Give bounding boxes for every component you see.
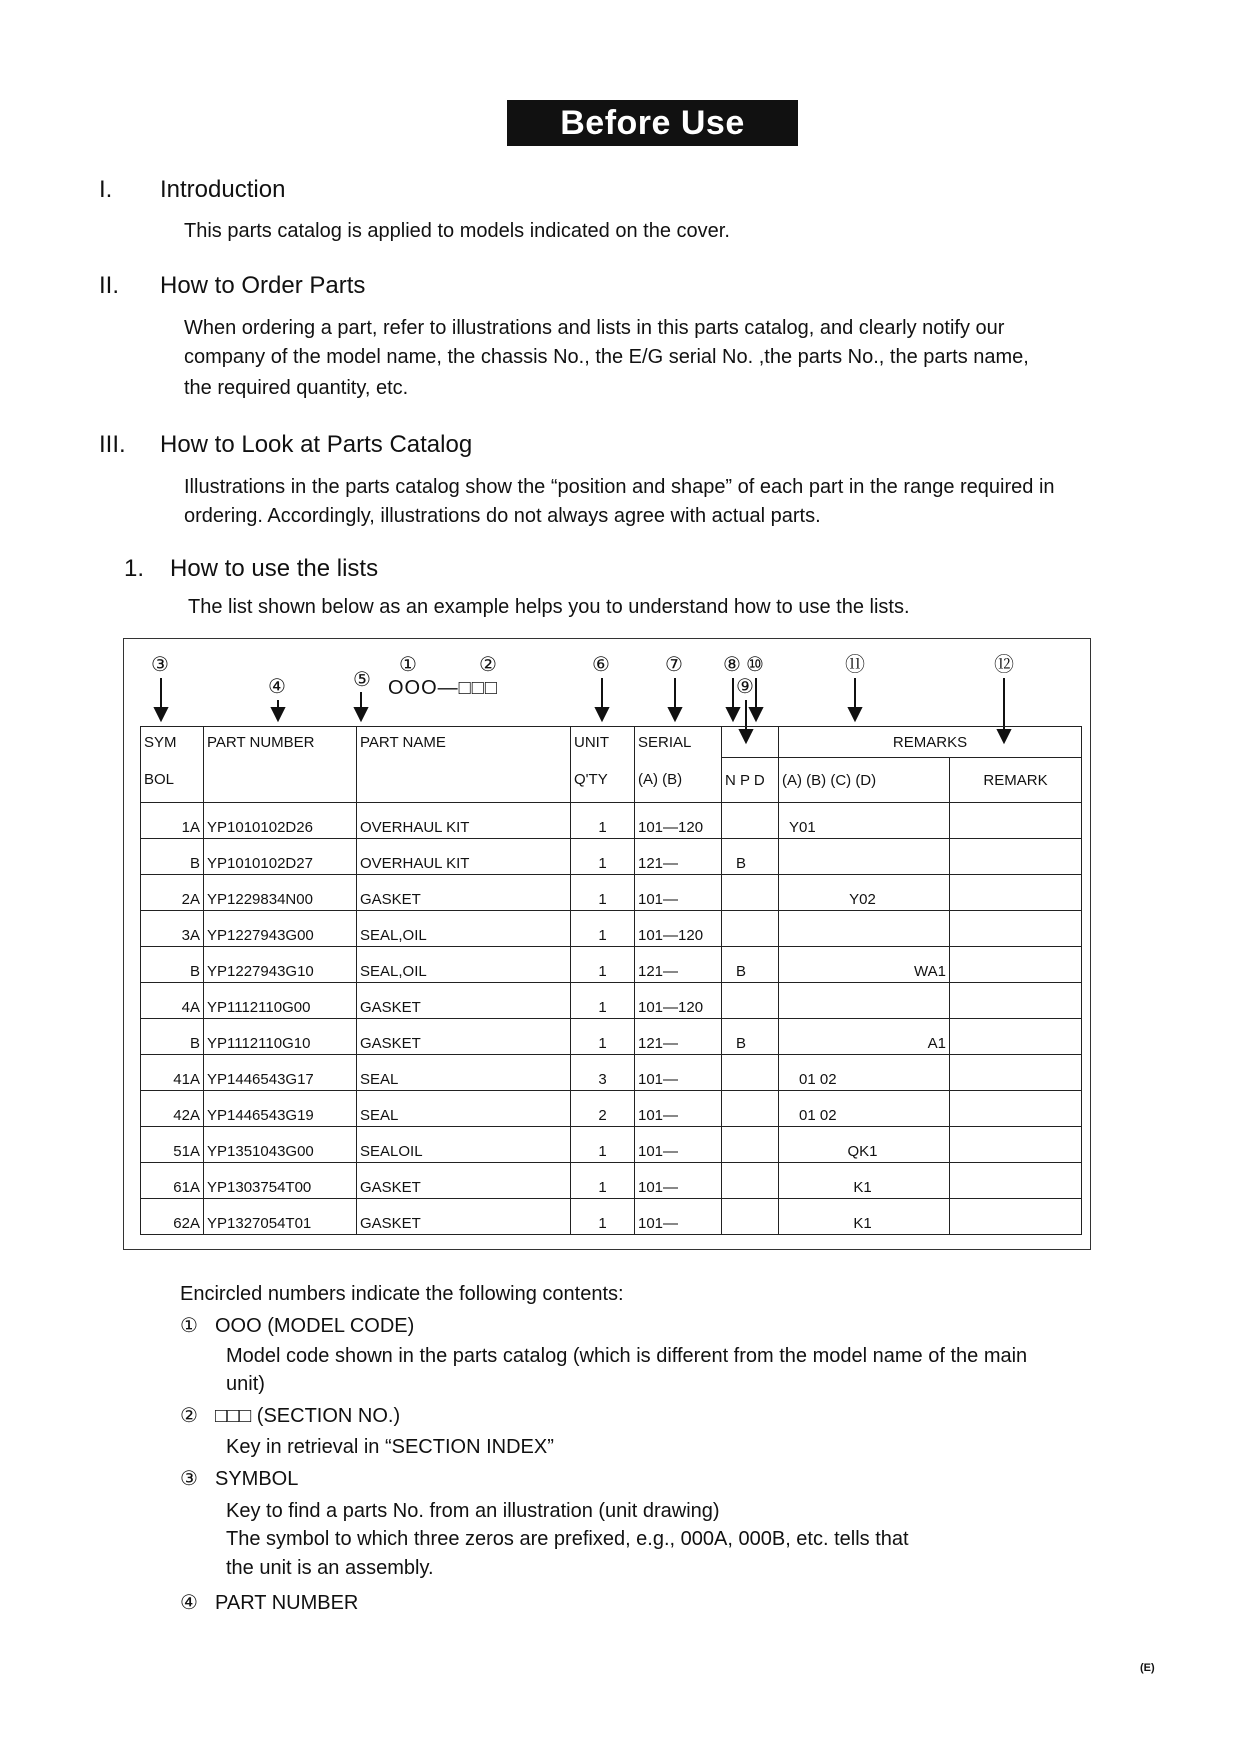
cell-remarks: 01 02 — [779, 1091, 950, 1127]
look-text-line: Illustrations in the parts catalog show the “position and shape” of each part in the range required in — [184, 476, 1055, 498]
cell-npd — [722, 1163, 779, 1199]
cell-qty: 1 — [571, 911, 635, 947]
legend-item-2-label: □□□ (SECTION NO.) — [215, 1405, 401, 1427]
section-heading-introduction: Introduction — [160, 176, 286, 203]
header-unit: UNIT — [571, 727, 635, 758]
arrow-unit-qty — [596, 708, 608, 720]
cell-remarks: K1 — [779, 1199, 950, 1235]
marker-7: ⑦ — [665, 654, 683, 676]
cell-part-number: YP1010102D26 — [204, 803, 357, 839]
header-sym: SYM — [141, 727, 204, 758]
parts-rows — [141, 803, 1082, 1235]
cell-part-name: SEAL,OIL — [357, 947, 571, 983]
table-header-row — [141, 727, 1082, 758]
cell-part-name: GASKET — [357, 983, 571, 1019]
table-row — [141, 1127, 1082, 1163]
subsection-heading-use-lists: How to use the lists — [170, 555, 379, 582]
header-bol: BOL — [141, 758, 204, 803]
section-heading-look-catalog: How to Look at Parts Catalog — [160, 431, 473, 458]
cell-symbol: 4A — [141, 983, 204, 1019]
legend-item-1-number: ① — [180, 1315, 198, 1337]
cell-qty: 1 — [571, 1019, 635, 1055]
legend-item-4-label: PART NUMBER — [215, 1592, 359, 1614]
cell-part-number: YP1446543G19 — [204, 1091, 357, 1127]
cell-qty: 1 — [571, 1199, 635, 1235]
cell-qty: 1 — [571, 875, 635, 911]
cell-remark — [950, 1055, 1082, 1091]
cell-part-number: YP1229834N00 — [204, 875, 357, 911]
look-text-line: ordering. Accordingly, illustrations do not always agree with actual parts. — [184, 505, 821, 527]
cell-npd — [722, 1091, 779, 1127]
table-row — [141, 1091, 1082, 1127]
arrow-part-number — [272, 708, 284, 720]
cell-remarks: A1 — [779, 1019, 950, 1055]
marker-10: ⑩ — [746, 654, 764, 676]
table-row — [141, 803, 1082, 839]
cell-qty: 1 — [571, 839, 635, 875]
cell-qty: 1 — [571, 983, 635, 1019]
cell-part-number: YP1227943G00 — [204, 911, 357, 947]
cell-remark — [950, 1199, 1082, 1235]
header-serial: SERIAL — [635, 727, 722, 758]
cell-symbol: B — [141, 839, 204, 875]
header-part-number: PART NUMBER — [204, 727, 357, 758]
page-title: Before Use — [507, 100, 798, 146]
cell-qty: 1 — [571, 1163, 635, 1199]
cell-serial: 101—120 — [635, 983, 722, 1019]
lists-text: The list shown below as an example helps you to understand how to use the lists. — [188, 596, 910, 618]
cell-serial: 101— — [635, 1127, 722, 1163]
legend-item-3-desc: the unit is an assembly. — [226, 1557, 434, 1579]
cell-part-number: YP1227943G10 — [204, 947, 357, 983]
header-part-name-cont — [357, 758, 571, 803]
table-row — [141, 1055, 1082, 1091]
arrow-sym — [155, 708, 167, 720]
cell-serial: 121— — [635, 947, 722, 983]
legend-item-3-desc: Key to find a parts No. from an illustration (unit drawing) — [226, 1500, 720, 1522]
cell-symbol: 51A — [141, 1127, 204, 1163]
cell-symbol: B — [141, 1019, 204, 1055]
cell-part-name: GASKET — [357, 1163, 571, 1199]
cell-symbol: B — [141, 947, 204, 983]
cell-remarks — [779, 983, 950, 1019]
cell-npd — [722, 1127, 779, 1163]
header-part-name: PART NAME — [357, 727, 571, 758]
cell-serial: 121— — [635, 1019, 722, 1055]
cell-symbol: 2A — [141, 875, 204, 911]
legend-item-3-desc: The symbol to which three zeros are prefixed, e.g., 000A, 000B, etc. tells that — [226, 1528, 909, 1550]
table-row — [141, 1019, 1082, 1055]
cell-npd — [722, 875, 779, 911]
arrow-remarks — [849, 708, 861, 720]
cell-part-number: YP1446543G17 — [204, 1055, 357, 1091]
arrow-npd-8 — [727, 708, 739, 720]
cell-serial: 101— — [635, 1199, 722, 1235]
order-text-line: When ordering a part, refer to illustrations and lists in this parts catalog, and clearly notify our — [184, 317, 1005, 339]
legend-item-1-label: OOO (MODEL CODE) — [215, 1315, 415, 1337]
cell-remark — [950, 1127, 1082, 1163]
cell-qty: 1 — [571, 947, 635, 983]
cell-remarks — [779, 839, 950, 875]
header-npd: N P D — [722, 758, 779, 803]
legend-item-3-number: ③ — [180, 1468, 198, 1490]
cell-npd — [722, 803, 779, 839]
table-row — [141, 875, 1082, 911]
header-qty: Q'TY — [571, 758, 635, 803]
order-text-line: company of the model name, the chassis No., the E/G serial No. ,the parts No., the parts name, — [184, 346, 1029, 368]
cell-symbol: 3A — [141, 911, 204, 947]
page-mark: (E) — [1140, 1662, 1155, 1674]
header-npd-cell — [722, 727, 779, 758]
table-row — [141, 839, 1082, 875]
order-text-line: the required quantity, etc. — [184, 377, 409, 399]
table-row — [141, 947, 1082, 983]
cell-part-name: SEALOIL — [357, 1127, 571, 1163]
cell-symbol: 1A — [141, 803, 204, 839]
cell-symbol: 41A — [141, 1055, 204, 1091]
cell-serial: 101—120 — [635, 911, 722, 947]
legend-item-4-number: ④ — [180, 1592, 198, 1614]
section-heading-order-parts: How to Order Parts — [160, 272, 366, 299]
cell-part-number: YP1327054T01 — [204, 1199, 357, 1235]
cell-npd: B — [722, 947, 779, 983]
cell-npd — [722, 1055, 779, 1091]
cell-symbol: 62A — [141, 1199, 204, 1235]
cell-part-name: GASKET — [357, 1019, 571, 1055]
cell-symbol: 42A — [141, 1091, 204, 1127]
cell-remarks: Y01 — [779, 803, 950, 839]
cell-npd — [722, 1199, 779, 1235]
marker-3: ③ — [151, 654, 169, 676]
cell-part-name: GASKET — [357, 1199, 571, 1235]
section-number: I. — [99, 176, 113, 203]
cell-part-name: SEAL,OIL — [357, 911, 571, 947]
cell-part-name: SEAL — [357, 1091, 571, 1127]
cell-remark — [950, 839, 1082, 875]
cell-remarks: 01 02 — [779, 1055, 950, 1091]
cell-part-number: YP1303754T00 — [204, 1163, 357, 1199]
cell-part-name: OVERHAUL KIT — [357, 803, 571, 839]
legend-intro: Encircled numbers indicate the following contents: — [180, 1283, 624, 1305]
cell-part-number: YP1112110G10 — [204, 1019, 357, 1055]
cell-serial: 121— — [635, 839, 722, 875]
cell-part-name: SEAL — [357, 1055, 571, 1091]
table-row — [141, 1163, 1082, 1199]
marker-11: ⑪ — [845, 654, 865, 676]
cell-qty: 1 — [571, 803, 635, 839]
section-number: III. — [99, 431, 126, 458]
cell-symbol: 61A — [141, 1163, 204, 1199]
cell-serial: 101— — [635, 1091, 722, 1127]
legend-item-1-desc: Model code shown in the parts catalog (which is different from the model name of the main — [226, 1345, 1028, 1367]
table-row — [141, 1199, 1082, 1235]
cell-remarks — [779, 911, 950, 947]
header-part-number-cont — [204, 758, 357, 803]
cell-npd: B — [722, 1019, 779, 1055]
cell-remark — [950, 911, 1082, 947]
cell-qty: 2 — [571, 1091, 635, 1127]
marker-4: ④ — [268, 676, 286, 698]
table-row — [141, 911, 1082, 947]
marker-2: ② — [479, 654, 497, 676]
cell-serial: 101—120 — [635, 803, 722, 839]
marker-6: ⑥ — [592, 654, 610, 676]
cell-remark — [950, 1091, 1082, 1127]
table-row — [141, 983, 1082, 1019]
header-serial-ab: (A) (B) — [635, 758, 722, 803]
arrow-npd-10 — [750, 708, 762, 720]
legend-item-2-number: ② — [180, 1405, 198, 1427]
introduction-text: This parts catalog is applied to models indicated on the cover. — [184, 220, 730, 242]
cell-part-number: YP1351043G00 — [204, 1127, 357, 1163]
cell-npd: B — [722, 839, 779, 875]
section-number: II. — [99, 272, 120, 299]
cell-serial: 101— — [635, 875, 722, 911]
marker-8: ⑧ — [723, 654, 741, 676]
marker-5: ⑤ — [353, 669, 371, 691]
cell-qty: 3 — [571, 1055, 635, 1091]
cell-remark — [950, 1019, 1082, 1055]
cell-remark — [950, 983, 1082, 1019]
marker-9: ⑨ — [736, 676, 754, 698]
cell-remark — [950, 947, 1082, 983]
cell-part-number: YP1010102D27 — [204, 839, 357, 875]
legend-item-1-desc: unit) — [226, 1373, 265, 1395]
table-header-row — [141, 758, 1082, 803]
legend-item-3-label: SYMBOL — [215, 1468, 299, 1490]
cell-remarks: K1 — [779, 1163, 950, 1199]
cell-part-name: OVERHAUL KIT — [357, 839, 571, 875]
arrow-part-name — [355, 708, 367, 720]
cell-part-number: YP1112110G00 — [204, 983, 357, 1019]
header-remarks: REMARKS — [779, 727, 1082, 758]
model-section-code: OOO—□□□ — [388, 677, 498, 699]
cell-remarks: Y02 — [779, 875, 950, 911]
arrow-serial — [669, 708, 681, 720]
cell-serial: 101— — [635, 1163, 722, 1199]
marker-12: ⑫ — [994, 654, 1014, 676]
subsection-number: 1. — [124, 555, 145, 582]
legend-item-2-desc: Key in retrieval in “SECTION INDEX” — [226, 1436, 554, 1458]
cell-npd — [722, 911, 779, 947]
cell-remark — [950, 1163, 1082, 1199]
cell-remarks: QK1 — [779, 1127, 950, 1163]
cell-remarks: WA1 — [779, 947, 950, 983]
parts-list-table — [140, 726, 1082, 1235]
marker-1: ① — [399, 654, 417, 676]
cell-qty: 1 — [571, 1127, 635, 1163]
cell-serial: 101— — [635, 1055, 722, 1091]
header-remark: REMARK — [950, 758, 1082, 803]
cell-remark — [950, 803, 1082, 839]
cell-npd — [722, 983, 779, 1019]
cell-part-name: GASKET — [357, 875, 571, 911]
cell-remark — [950, 875, 1082, 911]
header-remarks-abcd: (A) (B) (C) (D) — [779, 758, 950, 803]
